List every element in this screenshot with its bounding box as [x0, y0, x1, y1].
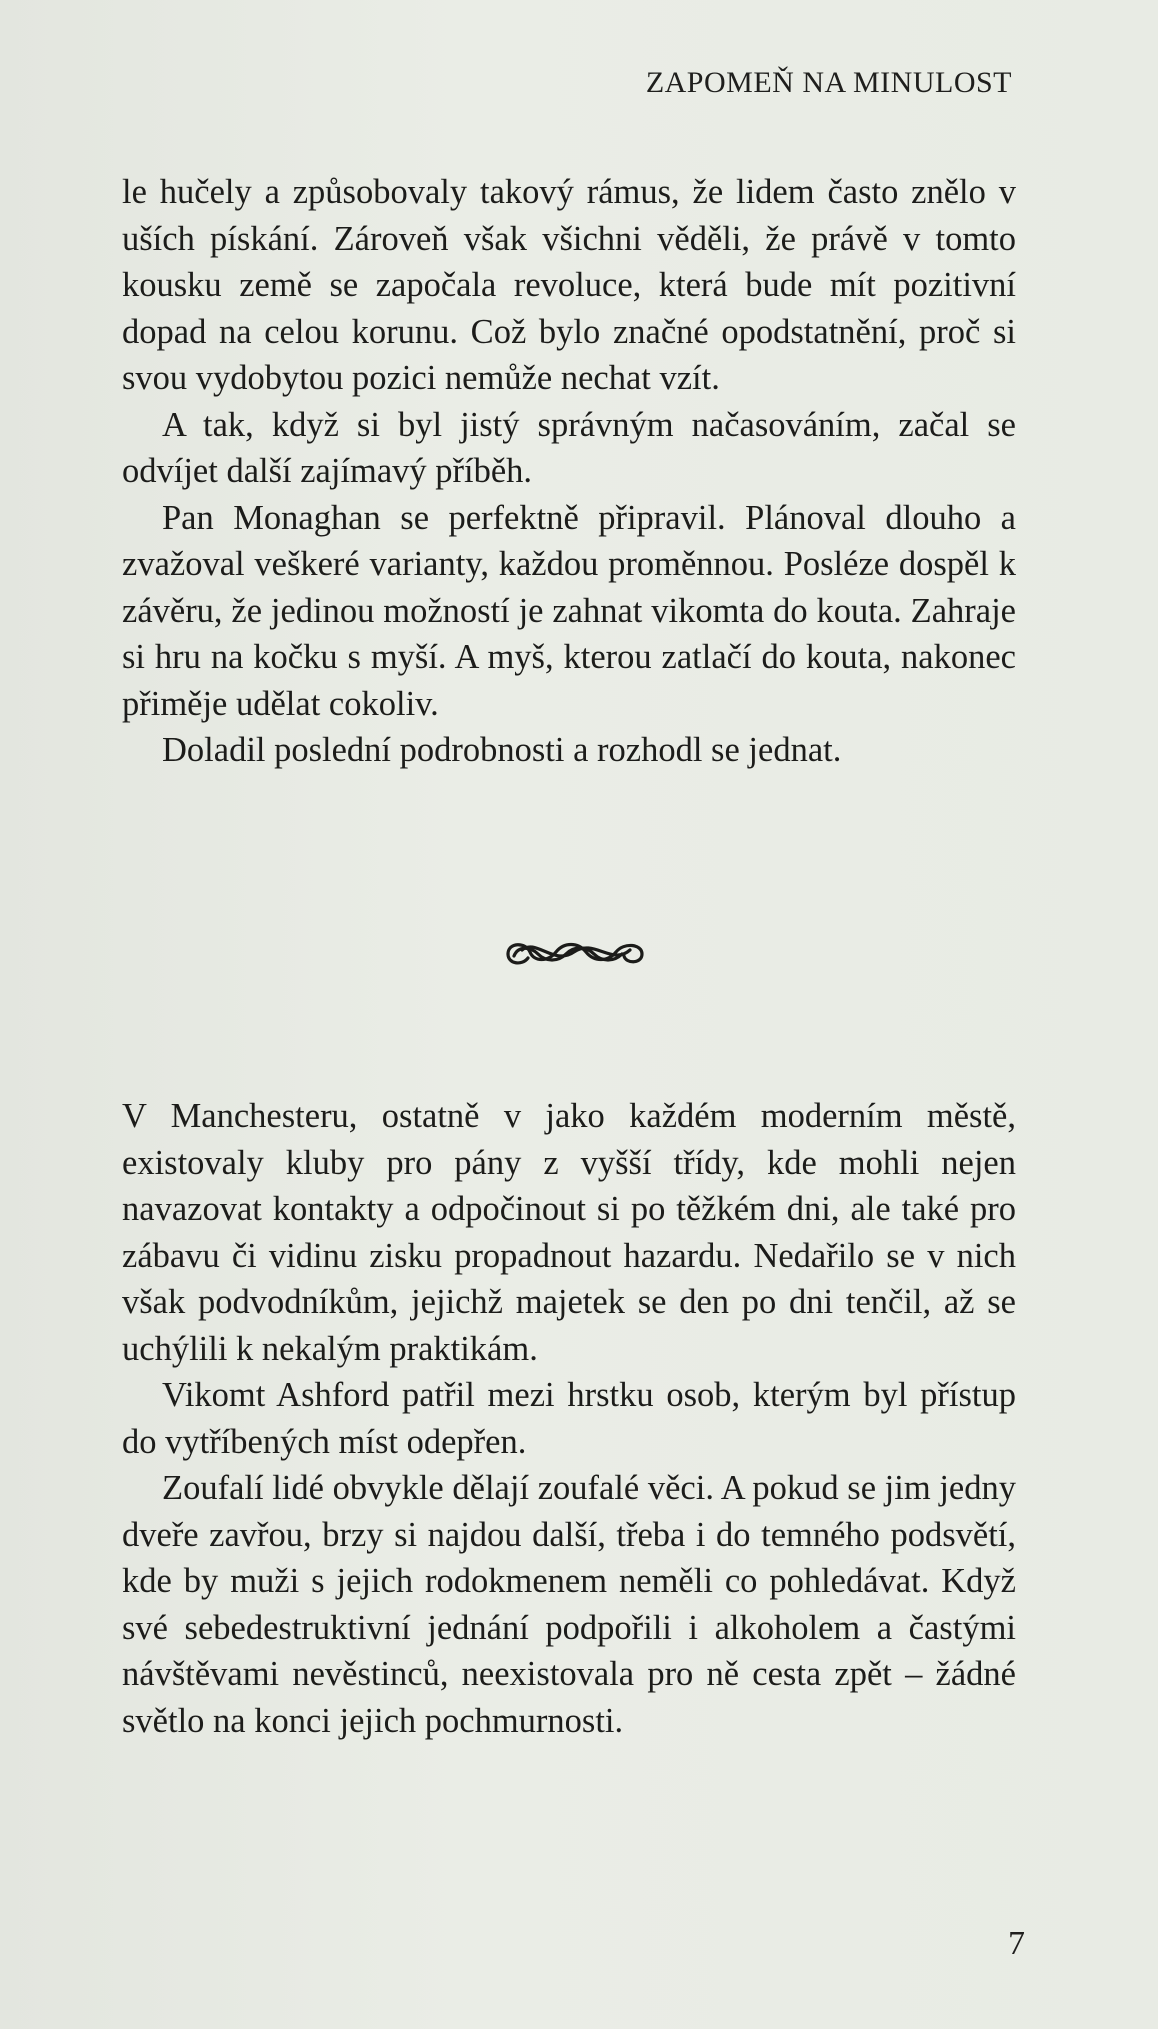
paragraph: Pan Monaghan se perfektně připravil. Plánoval dlouho a zvažoval veškeré varianty, každou proměnnou. Posléze dospěl k závěru, že jedinou možností je zahnat vikomta do kouta. Zahraje si hru na kočku s myší. A myš, kterou zatlačí do kouta, nakonec přiměje udělat cokoliv.	[122, 498, 1016, 723]
paragraph: V Manchesteru, ostatně v jako každém moderním městě, existovaly kluby pro pány z vyšší třídy, kde mohli nejen navazovat kontakty a odpočinout si po těžkém dni, ale také pro zábavu či vidinu zisku propadnout hazardu. Nedařilo se v nich však podvodníkům, jejichž majetek se den po dni tenčil, až se uchýlili k nekalým praktikám.	[122, 1097, 1016, 1368]
paragraph-continuation: le hučely a způsobovaly takový rámus, že lidem často znělo v uších pískání. Zároveň však všichni věděli, že právě v tomto kousku země se započala revoluce, která bude mít pozitivní dopad na celou korunu. Což bylo značné opodstatnění, proč si svou vydobytou pozici nemůže nechat vzít.	[122, 173, 1016, 397]
scroll-flourish-ornament-icon	[500, 932, 650, 972]
paragraph: Vikomt Ashford patřil mezi hrstku osob, kterým byl přístup do vytříbených míst odepřen.	[122, 1376, 1016, 1461]
text-section-1	[122, 169, 1016, 774]
paragraph: A tak, když si byl jistý správným načasováním, začal se odvíjet další zajímavý příběh.	[122, 405, 1016, 490]
text-section-2	[122, 1093, 1016, 1744]
paragraph: Doladil poslední podrobnosti a rozhodl se jednat.	[162, 731, 842, 769]
page-number: 7	[1008, 1925, 1025, 1962]
paragraph: Zoufalí lidé obvykle dělají zoufalé věci. A pokud se jim jedny dveře zavřou, brzy si najdou další, třeba i do temného podsvětí, kde by muži s jejich rodokmenem neměli co pohledávat. Když své sebedestruktivní jednání podpořili i alkoholem a častými návštěvami nevěstinců, neexistovala pro ně cesta zpět – žádné světlo na konci jejich pochmurnosti.	[122, 1469, 1016, 1740]
running-head: ZAPOMEŇ NA MINULOST	[645, 66, 1012, 99]
